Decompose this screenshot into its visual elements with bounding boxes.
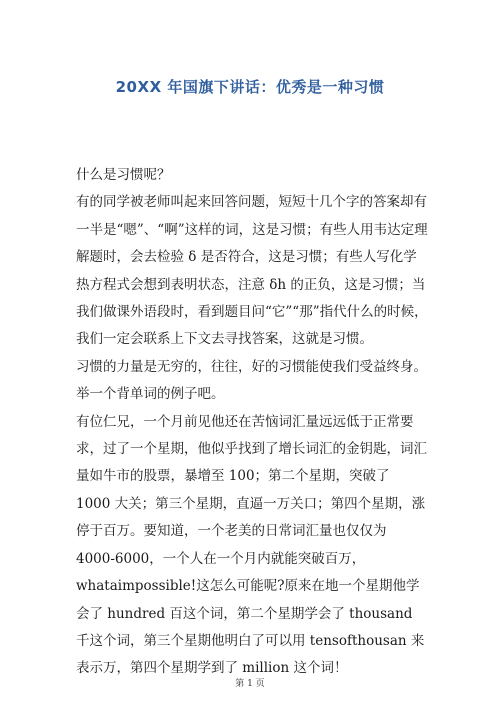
- document-title: 20XX 年国旗下讲话：优秀是一种习惯: [115, 78, 385, 96]
- paragraph: 有位仁兄，一个月前见他还在苦恼词汇量远远低于正常要求，过了一个星期，他似乎找到了增长词汇的金钥匙，词汇量如牛市的股票，暴增至 100；第二个星期，突破了 1000 大关；第三个星期，直逼一万关口；第四个星期，涨停于百万。要知道，一个老美的日常词汇量也仅仅为 4000-6000，一个人在一个月内就能突破百万，whataimpossible!这怎么可能呢?原来在地一个星期他学会了 hundred 百这个词，第二个星期学会了 thousand 千这个词，第三个星期他明白了可以用 tensofthousan 来表示万，第四个星期学到了 million 这个词！: [76, 413, 427, 677]
- paragraph: 有的同学被老师叫起来回答问题，短短十几个字的答案却有一半是“嗯”、“啊”这样的词，这是习惯；有些人用韦达定理解题时，会去检验 δ 是否符合，这是习惯；有些人写化学热方程式会想到表明状态，注意 δh 的正负，这是习惯；当我们做课外语段时，看到题目问“它”“那”指代什么的时候，我们一定会联系上下文去寻找答案，这就是习惯。: [76, 194, 428, 348]
- paragraph: 什么是习惯呢？: [76, 167, 171, 183]
- page-number: 第 1 页: [235, 679, 265, 689]
- document-body: [76, 162, 428, 683]
- paragraph: 习惯的力量是无穷的，往往，好的习惯能使我们受益终身。举一个背单词的例子吧。: [76, 358, 427, 403]
